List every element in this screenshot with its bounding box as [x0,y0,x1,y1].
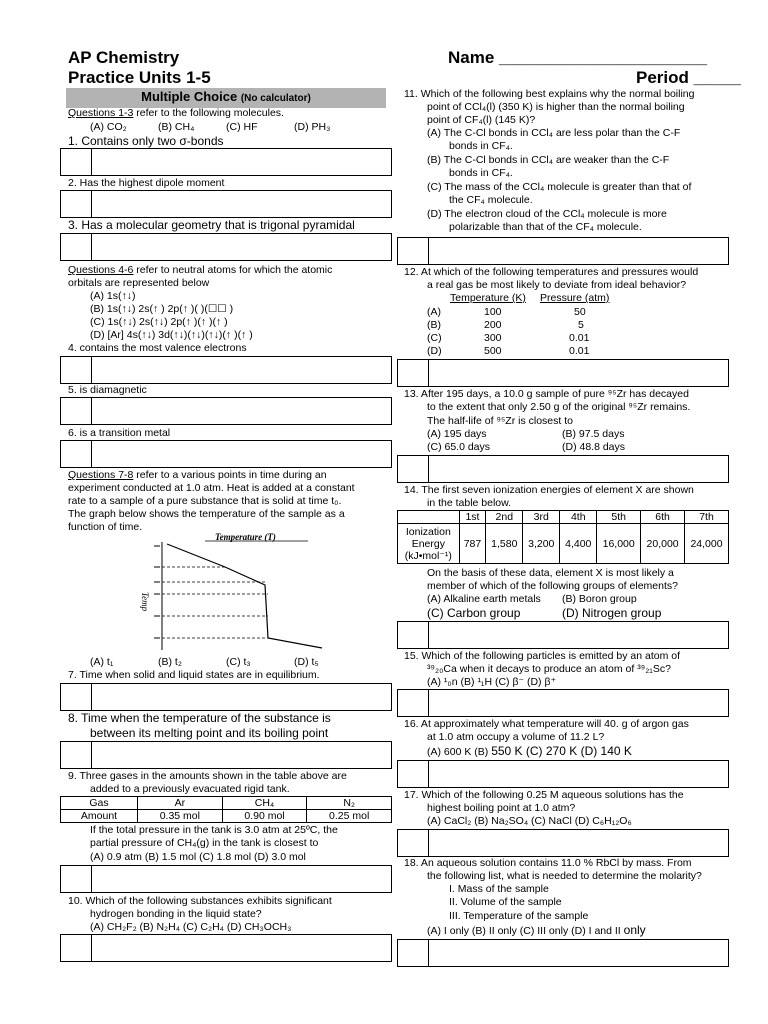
answer-box-11[interactable] [397,237,729,265]
table-cell: 4th [560,511,597,524]
question-9-line3: If the total pressure in the tank is 3.0 atm at 25ºC, the [90,824,338,836]
answer-number-cell [61,866,92,892]
section-note: (No calculator) [240,93,311,104]
q7-8-choice-a: (A) t₁ [90,656,114,668]
table-cell: 1,580 [486,524,523,564]
answer-number-cell [61,398,92,424]
period-field[interactable]: Period _____ [636,68,741,87]
question-4: 4. contains the most valence electrons [68,342,247,354]
answer-box-16[interactable] [397,760,729,788]
q4-6-intro-line2: orbitals are represented below [68,277,210,289]
question-11-line3: point of CF₄(l) (145 K)? [427,114,536,126]
q11-choice-d-cont: polarizable than that of the CF₄ molecule. [449,221,642,233]
q4-6-intro [68,264,332,277]
answer-number-cell [61,234,92,260]
answer-box-12[interactable] [397,359,729,387]
answer-number-cell [61,191,92,217]
question-8-line2: between its melting point and its boiling point [90,726,329,740]
q12-head-temp: Temperature (K) [450,292,526,304]
question-10-line2: hydrogen bonding in the liquid state? [90,908,262,920]
name-field[interactable]: Name ______________________ [448,48,708,67]
answer-box-10[interactable] [60,934,392,962]
answer-number-cell [61,742,92,768]
table-cell: 1st [459,511,486,524]
q12-row-pressure: 50 [574,306,586,318]
answer-box-8[interactable] [60,741,392,769]
q12-row-label: (B) [427,319,441,331]
q11-choice-c-cont: the CF₄ molecule. [449,194,533,206]
q12-row-temp: 200 [484,319,502,331]
graph-curve [167,544,322,648]
answer-box-4[interactable] [60,356,392,384]
q14-choice-d: (D) Nitrogen group [562,606,662,620]
table-cell: CH₄ [222,797,307,810]
answer-box-6[interactable] [60,440,392,468]
question-17-line1: 17. Which of the following 0.25 M aqueous solutions has the [404,789,684,801]
question-18-line1: 18. An aqueous solution contains 11.0 % RbCl by mass. From [404,857,692,869]
orbital-a: (A) 1s(↑↓) [90,290,136,302]
q12-row-label: (A) [427,306,441,318]
q4-6-intro-text: refer to neutral atoms for which the atomic [133,264,333,276]
table-cell: 5th [597,511,641,524]
gas-table [60,796,392,823]
q13-choice-b: (B) 97.5 days [562,428,625,440]
question-9-choices: (A) 0.9 atm (B) 1.5 mol (C) 1.8 mol (D) 3.0 mol [90,851,306,863]
gas-table-row [61,810,392,823]
question-14-line2: in the table below. [427,497,512,509]
q7-8-choice-c: (C) t₃ [226,656,251,668]
table-cell: 3rd [523,511,560,524]
q16-choices-part2: 550 K (C) 270 K (D) 140 K [491,744,632,758]
q12-row-label: (C) [427,332,442,344]
choice-a: (A) CO₂ [90,121,127,133]
answer-box-17[interactable] [397,829,729,857]
q18-item-3: III. Temperature of the sample [449,910,589,922]
answer-box-13[interactable] [397,455,729,483]
q12-row-pressure: 0.01 [569,345,590,357]
question-14-line1: 14. The first seven ionization energies of element X are shown [404,484,694,496]
row-label-line: Ionization [405,525,451,538]
question-18-choices [427,924,646,938]
q11-choice-a-cont: bonds in CF₄. [449,140,513,152]
table-cell: Amount [61,810,138,823]
answer-box-1[interactable] [60,148,392,176]
question-12-line2: a real gas be most likely to deviate from ideal behavior? [427,279,687,291]
question-16-choices [427,745,632,759]
q11-choice-b: (B) The C-Cl bonds in CCl₄ are weaker than the C-F [427,154,670,166]
choice-b: (B) CH₄ [158,121,195,133]
ionization-table-header [398,511,729,524]
question-8-line1: 8. Time when the temperature of the substance is [68,711,331,725]
answer-number-cell [61,441,92,467]
q12-row-pressure: 0.01 [569,332,590,344]
answer-box-14[interactable] [397,621,729,649]
question-13-line2: to the extent that only 2.50 g of the original ⁹⁵Zr remains. [427,401,691,413]
q7-8-intro-line4: The graph below shows the temperature of the sample as a [68,508,345,520]
q16-choices-part1: (A) 600 K (B) [427,746,492,758]
q12-row-temp: 100 [484,306,502,318]
question-2: 2. Has the highest dipole moment [68,177,225,189]
question-14-line4: member of which of the following groups of elements? [427,580,678,592]
q18-item-1: I. Mass of the sample [449,883,549,895]
question-13-line3: The half-life of ⁹⁵Zr is closest to [427,415,573,427]
q12-row-temp: 300 [484,332,502,344]
q11-choice-a: (A) The C-Cl bonds in CCl₄ are less polar than the C-F [427,127,681,139]
question-15-choices: (A) ¹₀n (B) ¹₁H (C) β⁻ (D) β⁺ [427,676,557,688]
question-14-line3: On the basis of these data, element X is most likely a [427,567,674,579]
table-cell: 0.35 mol [138,810,223,823]
table-cell: 4,400 [560,524,597,564]
q7-8-intro-line5: function of time. [68,521,143,533]
question-9-line2: added to a previously evacuated rigid tank. [90,783,290,795]
q7-8-ref: Questions 7-8 [68,469,134,481]
q13-choice-c: (C) 65.0 days [427,441,491,453]
q11-choice-d: (D) The electron cloud of the CCl₄ molecule is more [427,208,667,220]
answer-number-cell [398,830,429,856]
table-cell: 0.90 mol [222,810,307,823]
answer-number-cell [398,238,429,264]
choice-c: (C) HF [226,121,258,133]
orbital-c: (C) 1s(↑↓) 2s(↑↓) 2p(↑ )(↑ )(↑ ) [90,316,228,328]
answer-number-cell [61,684,92,710]
q18-choices-part1: (A) I only (B) II only (C) III only (D) I and II [427,925,624,937]
gas-table-header [61,797,392,810]
q7-8-intro-line3: rate to a sample of a pure substance that is solid at time t₀. [68,495,342,507]
q7-8-intro [68,469,327,482]
q7-8-intro-line2: experiment conducted at 1.0 atm. Heat is added at a constant [68,482,355,494]
answer-box-9[interactable] [60,865,392,893]
table-cell: 7th [685,511,729,524]
answer-box-18[interactable] [397,939,729,967]
question-10-line1: 10. Which of the following substances exhibits significant [68,895,332,907]
q7-8-choice-b: (B) t₂ [158,656,182,668]
worksheet-title: Practice Units 1-5 [68,68,211,87]
q14-choice-b: (B) Boron group [562,593,637,605]
answer-box-7[interactable] [60,683,392,711]
section-header [66,88,386,108]
choice-d: (D) PH₃ [294,121,331,133]
table-cell: 3,200 [523,524,560,564]
table-cell [398,511,460,524]
q7-8-intro-text: refer to a various points in time during an [133,469,327,481]
orbital-d: (D) [Ar] 4s(↑↓) 3d(↑↓)(↑↓)(↑↓)(↑ )(↑ ) [90,329,253,341]
q12-row-pressure: 5 [578,319,584,331]
question-17-line2: highest boiling point at 1.0 atm? [427,802,576,814]
q13-choice-d: (D) 48.8 days [562,441,626,453]
q7-8-choice-d: (D) t₅ [294,656,319,668]
question-11-line1: 11. Which of the following best explains why the normal boiling [404,88,695,100]
table-cell: N₂ [307,797,392,810]
question-6: 6. is a transition metal [68,427,171,439]
q1-3-ref: Questions 1-3 [68,107,134,119]
q12-head-pressure: Pressure (atm) [540,292,610,304]
graph-ylabel: Temp [140,592,150,612]
table-cell: 16,000 [597,524,641,564]
q1-3-intro [68,107,284,120]
question-12-line1: 12. At which of the following temperatures and pressures would [404,266,699,278]
question-16-line1: 16. At approximately what temperature will 40. g of argon gas [404,718,689,730]
graph-title: Temperature (T) [215,532,276,542]
table-cell: 20,000 [641,524,685,564]
table-cell: 6th [641,511,685,524]
question-18-line2: the following list, what is needed to determine the molarity? [427,870,702,882]
answer-number-cell [61,149,92,175]
table-cell: 24,000 [685,524,729,564]
table-cell: 0.25 mol [307,810,392,823]
answer-number-cell [61,357,92,383]
ionization-table [397,510,729,564]
table-cell: 2nd [486,511,523,524]
row-label-line: Energy [411,537,445,550]
answer-number-cell [398,940,429,966]
question-16-line2: at 1.0 atm occupy a volume of 11.2 L? [427,731,605,743]
answer-box-2[interactable] [60,190,392,218]
q11-choice-b-cont: bonds in CF₄. [449,167,513,179]
q12-row-temp: 500 [484,345,502,357]
table-cell: 787 [459,524,486,564]
q12-row-label: (D) [427,345,442,357]
question-11-line2: point of CCl₄(l) (350 K) is higher than the normal boiling [427,101,685,113]
question-17-choices: (A) CaCl₂ (B) Na₂SO₄ (C) NaCl (D) C₆H₁₂O₆ [427,815,632,827]
heating-curve-graph [130,530,330,655]
ionization-table-row [398,524,729,564]
answer-box-5[interactable] [60,397,392,425]
row-label-line: (kJ•mol⁻¹) [404,549,452,562]
question-7: 7. Time when solid and liquid states are in equilibrium. [68,669,320,681]
section-title: Multiple Choice [141,89,238,104]
question-15-line2: ³⁹₂₀Ca when it decays to produce an atom of ³⁹₂₁Sc? [427,663,671,675]
answer-box-3[interactable] [60,233,392,261]
question-1: 1. Contains only two σ-bonds [68,134,224,148]
question-15-line1: 15. Which of the following particles is emitted by an atom of [404,650,681,662]
q18-choices-part2: only [623,923,646,937]
table-row-label [398,524,460,564]
course-title: AP Chemistry [68,48,180,67]
question-9-line1: 9. Three gases in the amounts shown in the table above are [68,770,347,782]
question-13-line1: 13. After 195 days, a 10.0 g sample of pure ⁹⁵Zr has decayed [404,388,689,400]
answer-number-cell [398,761,429,787]
q4-6-ref: Questions 4-6 [68,264,134,276]
question-3: 3. Has a molecular geometry that is trigonal pyramidal [68,218,355,232]
table-cell: Ar [138,797,223,810]
q13-choice-a: (A) 195 days [427,428,487,440]
answer-number-cell [61,935,92,961]
answer-number-cell [398,360,429,386]
q14-choice-c: (C) Carbon group [427,606,521,620]
q14-choice-a: (A) Alkaline earth metals [427,593,541,605]
answer-number-cell [398,622,429,648]
question-9-line4: partial pressure of CH₄(g) in the tank is closest to [90,837,319,849]
answer-number-cell [398,690,429,716]
answer-box-15[interactable] [397,689,729,717]
q1-3-intro-text: refer to the following molecules. [133,107,284,119]
orbital-b: (B) 1s(↑↓) 2s(↑ ) 2p(↑ )( )(☐☐ ) [90,303,234,315]
q11-choice-c: (C) The mass of the CCl₄ molecule is greater than that of [427,181,692,193]
table-cell: Gas [61,797,138,810]
q18-item-2: II. Volume of the sample [449,896,562,908]
question-5: 5. is diamagnetic [68,384,147,396]
question-10-choices: (A) CH₂F₂ (B) N₂H₄ (C) C₂H₄ (D) CH₃OCH₃ [90,921,292,933]
answer-number-cell [398,456,429,482]
